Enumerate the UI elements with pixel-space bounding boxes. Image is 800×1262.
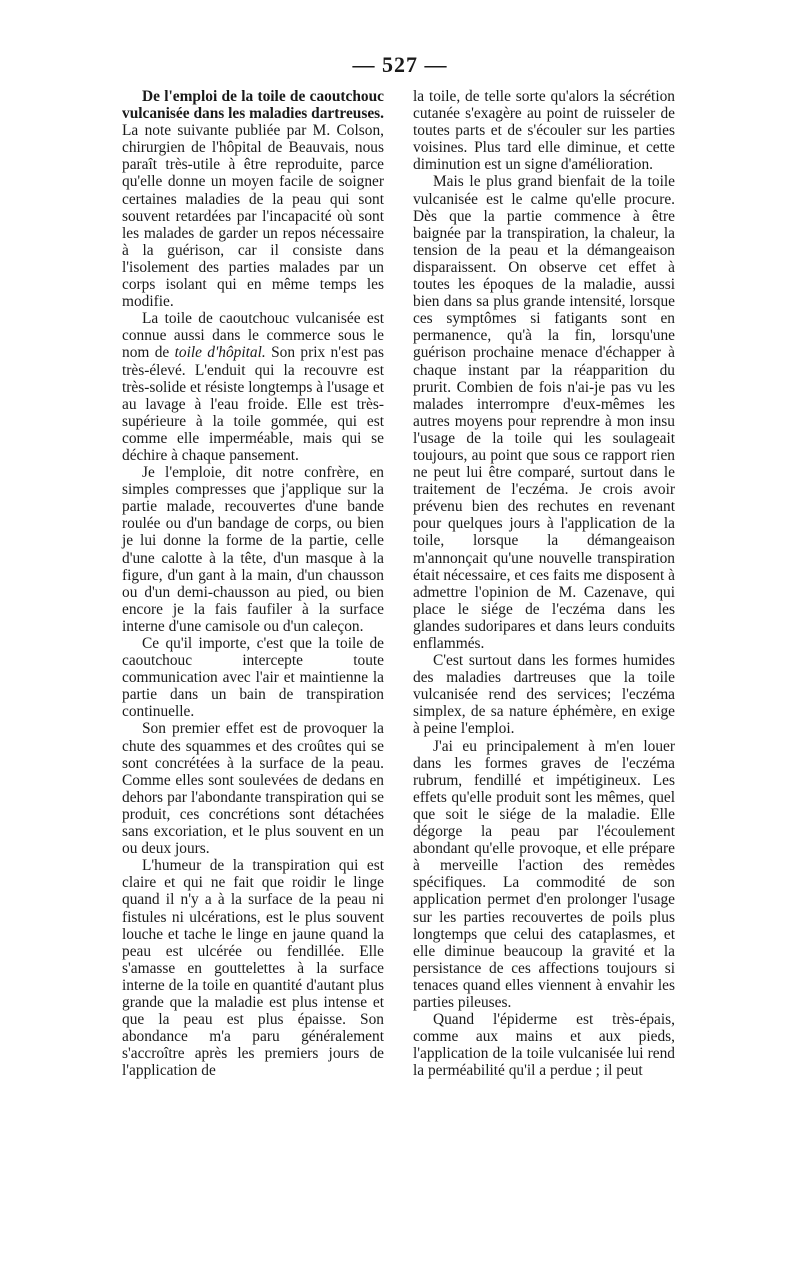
paragraph: Son premier effet est de provoquer la chute des squammes et des croûtes qui se sont concrétées à la surface de la peau. Comme elles sont soulevées de dedans en dehors par l'abondante transpiration qui se produit, ces concrétions sont détachées sans excoriation, et le plus souvent en un ou deux jours.: [122, 720, 384, 858]
paragraph: L'humeur de la transpiration qui est claire et qui ne fait que roidir le linge quand il n'y a à la surface de la peau ni fistules ni ulcérations, est le plus souvent louche et tache le linge en jaune quand la peau est ulcérée ou fendillée. Elle s'amasse en gouttelettes à la surface interne de la toile en quantité d'autant plus grande que la maladie est plus intense et que la peau est plus épaisse. Son abondance m'a paru généralement s'accroître après les premiers jours de l'application de: [122, 857, 384, 1080]
article-intro-paragraph: [122, 88, 384, 310]
paragraph: Je l'emploie, dit notre confrère, en simples compresses que j'applique sur la partie malade, recouvertes d'une bande roulée ou d'un bandage de corps, ou bien je lui donne la forme de la partie, celle d'une calotte à la tête, d'un masque à la figure, d'un gant à la main, d'un chausson ou d'un demi-chausson au pied, ou bien encore je la fais faufiler à la surface interne d'une camisole ou d'un caleçon.: [122, 464, 384, 635]
page-number: — 527 —: [352, 52, 448, 77]
paragraph: Mais le plus grand bienfait de la toile vulcanisée est le calme qu'elle procure. Dès que la partie commence à être baignée par la transpiration, la chaleur, la tension de la peau et la démangeaison disparaissent. On observe cet effet à toutes les époques de la maladie, aussi bien dans sa plus grande intensité, lorsque ces symptômes si fatigants sont en permanence, qu'à la fin, lorsqu'une guérison prochaine menace d'échapper à chaque instant par la réapparition du prurit. Combien de fois n'ai-je pas vu les malades interrompre d'eux-mêmes les autres moyens pour reprendre à mon insu l'usage de la toile qui les soulageait toujours, au point que sous ce rapport rien ne peut lui être comparé, surtout dans le traitement de l'eczéma. Je crois avoir prévenu bien des rechutes en revenant pour quelques jours à l'application de la toile, lorsque la démangeaison m'annonçait qu'une nouvelle transpiration était nécessaire, et ces faits me disposent à admettre l'opinion de M. Cazenave, qui place le siége de l'eczéma dans les glandes sudoripares et dans leurs conduits enflammés.: [413, 173, 675, 652]
paragraph: Ce qu'il importe, c'est que la toile de caoutchouc intercepte toute communication avec l'air et maintienne la partie dans un bain de transpiration continuelle.: [122, 635, 384, 721]
paragraph-text: La toile de caoutchouc vulcanisée est connue aussi dans le commerce sous le nom de: [122, 310, 384, 362]
paragraph: J'ai eu principalement à m'en louer dans les formes graves de l'eczéma rubrum, fendillé et impétigineux. Les effets qu'elle produit sont les mêmes, quel que soit le siége de la maladie. Elle dégorge la peau par l'écoulement abondant qu'elle provoque, et elle prépare à merveille l'action des remèdes spécifiques. La commodité de son application permet d'en prolonger l'usage sur les parties recouvertes de poils plus longtemps que celui des cataplasmes, et elle diminue beaucoup la gravité et la persistance de ces affections toujours si tenaces quand elles viennent à envahir les parties pileuses.: [413, 737, 675, 1011]
paragraph-text: Son prix n'est pas très-élevé. L'enduit qui la recouvre est très-solide et résiste longtemps à l'usage et au lavage à l'eau froide. Elle est très-supérieure à la toile gommée, qui est comme elle imperméable, mais qui se déchire à chaque pansement.: [122, 344, 384, 464]
paragraph: [122, 310, 384, 464]
left-column: [122, 88, 384, 1079]
intro-text: La note suivante publiée par M. Colson, chirurgien de l'hôpital de Beauvais, nous paraît très-utile à être reproduite, parce qu'elle donne un moyen facile de soigner certaines maladies de la peau qui sont souvent retardées par l'incapacité où sont les malades de garder un repos nécessaire à la guérison, car il consiste dans l'isolement des parties malades par un corps isolant qui en même temps les modifie.: [122, 122, 384, 311]
right-column: [413, 88, 675, 1079]
article-heading: De l'emploi de la toile de caoutchouc vulcanisée dans les maladies dartreuses.: [122, 88, 384, 123]
paragraph: C'est surtout dans les formes humides des maladies dartreuses que la toile vulcanisée rend des services; l'eczéma simplex, de sa nature éphémère, en exige à peine l'emploi.: [413, 652, 675, 738]
paragraph: Quand l'épiderme est très-épais, comme aux mains et aux pieds, l'application de la toile vulcanisée lui rend la perméabilité qu'il a perdue ; il peut: [413, 1011, 675, 1080]
paragraph-continuation: la toile, de telle sorte qu'alors la sécrétion cutanée s'exagère au point de ruisseler de toutes parts et de s'écouler sur les parties voisines. Plus tard elle diminue, et cette diminution est un signe d'amélioration.: [413, 88, 675, 174]
italic-term: toile d'hôpital.: [174, 344, 266, 362]
